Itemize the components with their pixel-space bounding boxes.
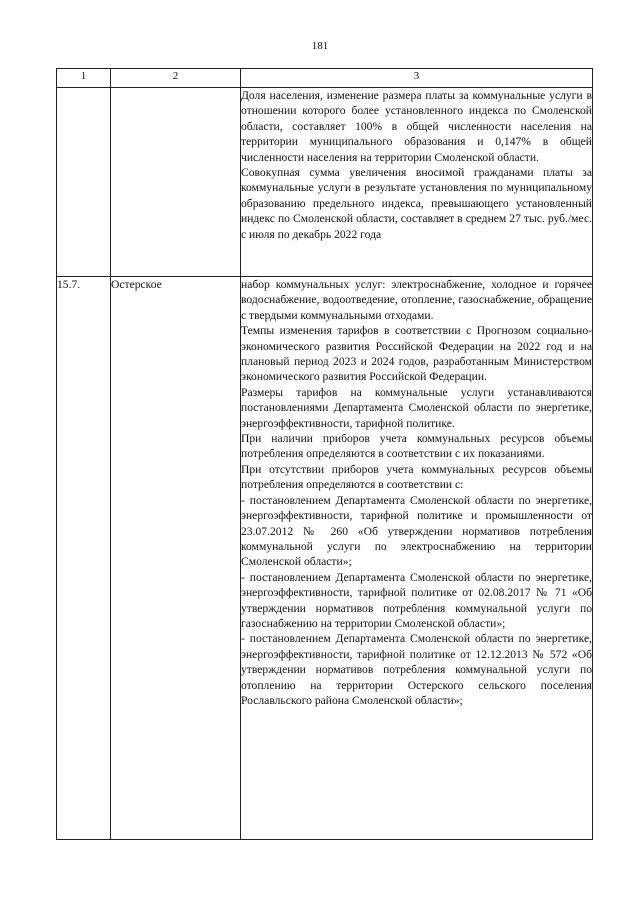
- row-name-cell: Остерское: [111, 277, 241, 840]
- page-number: 181: [311, 40, 329, 52]
- paragraph: Темпы изменения тарифов в соответствии с Прогнозом социально-экономического развития Российской Федерации на 2022 год и на плановый период 2023 и 2024 годов, разработанным Министерством экономического развития Российской Федерации.: [241, 324, 592, 384]
- table-row: [57, 277, 593, 840]
- row-text-cell: [241, 277, 593, 840]
- paragraph: При отсутствии приборов учета коммунальных ресурсов объемы потребления определяются в соответствии с:: [241, 462, 592, 492]
- paragraph: Размеры тарифов на коммунальные услуги устанавливаются постановлениями Департамента Смоленской области по энергетике, энергоэффективности, тарифной политике.: [241, 385, 592, 430]
- row-number-cell: [57, 88, 111, 277]
- table-row: [57, 88, 593, 277]
- column-header: 1: [57, 69, 111, 88]
- paragraph: набор коммунальных услуг: электроснабжение, холодное и горячее водоснабжение, водоотведение, отопление, газоснабжение, обращение с твердыми коммунальными отходами.: [241, 278, 592, 322]
- row-name-cell: [111, 88, 241, 277]
- document-table: [56, 68, 593, 840]
- paragraph: Совокупная сумма увеличения вносимой гражданами платы за коммунальные услуги в результате установления по муниципальному образованию предельного индекса, превышающего установленный индекс по Смоленской области, составляет в среднем 27 тыс. руб./мес. с июля по декабрь 2022 года: [241, 166, 592, 241]
- column-header: 3: [241, 69, 593, 88]
- paragraph: - постановлением Департамента Смоленской области по энергетике, энергоэффективности, тарифной политике от 12.12.2013 № 572 «Об утверждении нормативов потребления коммунальной услуги по отоплению на территории Остерского сельского поселения Рославльского района Смоленской области»;: [241, 632, 592, 707]
- paragraph: Доля населения, изменение размера платы за коммунальные услуги в отношении которого более установленного индекса по Смоленской области, составляет 100% в общей численности населения на территории муниципального образования и 0,147% в общей численности населения на территории Смоленской области.: [241, 89, 592, 164]
- paragraph: - постановлением Департамента Смоленской области по энергетике, энергоэффективности, тарифной политике и промышленности от 23.07.2012 № 260 «Об утверждении нормативов потребления коммунальной услуги по электроснабжению на территории Смоленской области»;: [241, 493, 592, 569]
- column-header: 2: [111, 69, 241, 88]
- table-header-row: [57, 69, 593, 88]
- paragraph: При наличии приборов учета коммунальных ресурсов объемы потребления определяются в соответствии с их показаниями.: [241, 432, 592, 461]
- row-text-cell: [241, 88, 593, 277]
- row-number-cell: 15.7.: [57, 277, 111, 840]
- paragraph: - постановлением Департамента Смоленской области по энергетике, энергоэффективности, тарифной политике от 02.08.2017 № 71 «Об утверждении нормативов потребления коммунальной услуги по газоснабжению на территории Смоленской области»;: [241, 570, 592, 630]
